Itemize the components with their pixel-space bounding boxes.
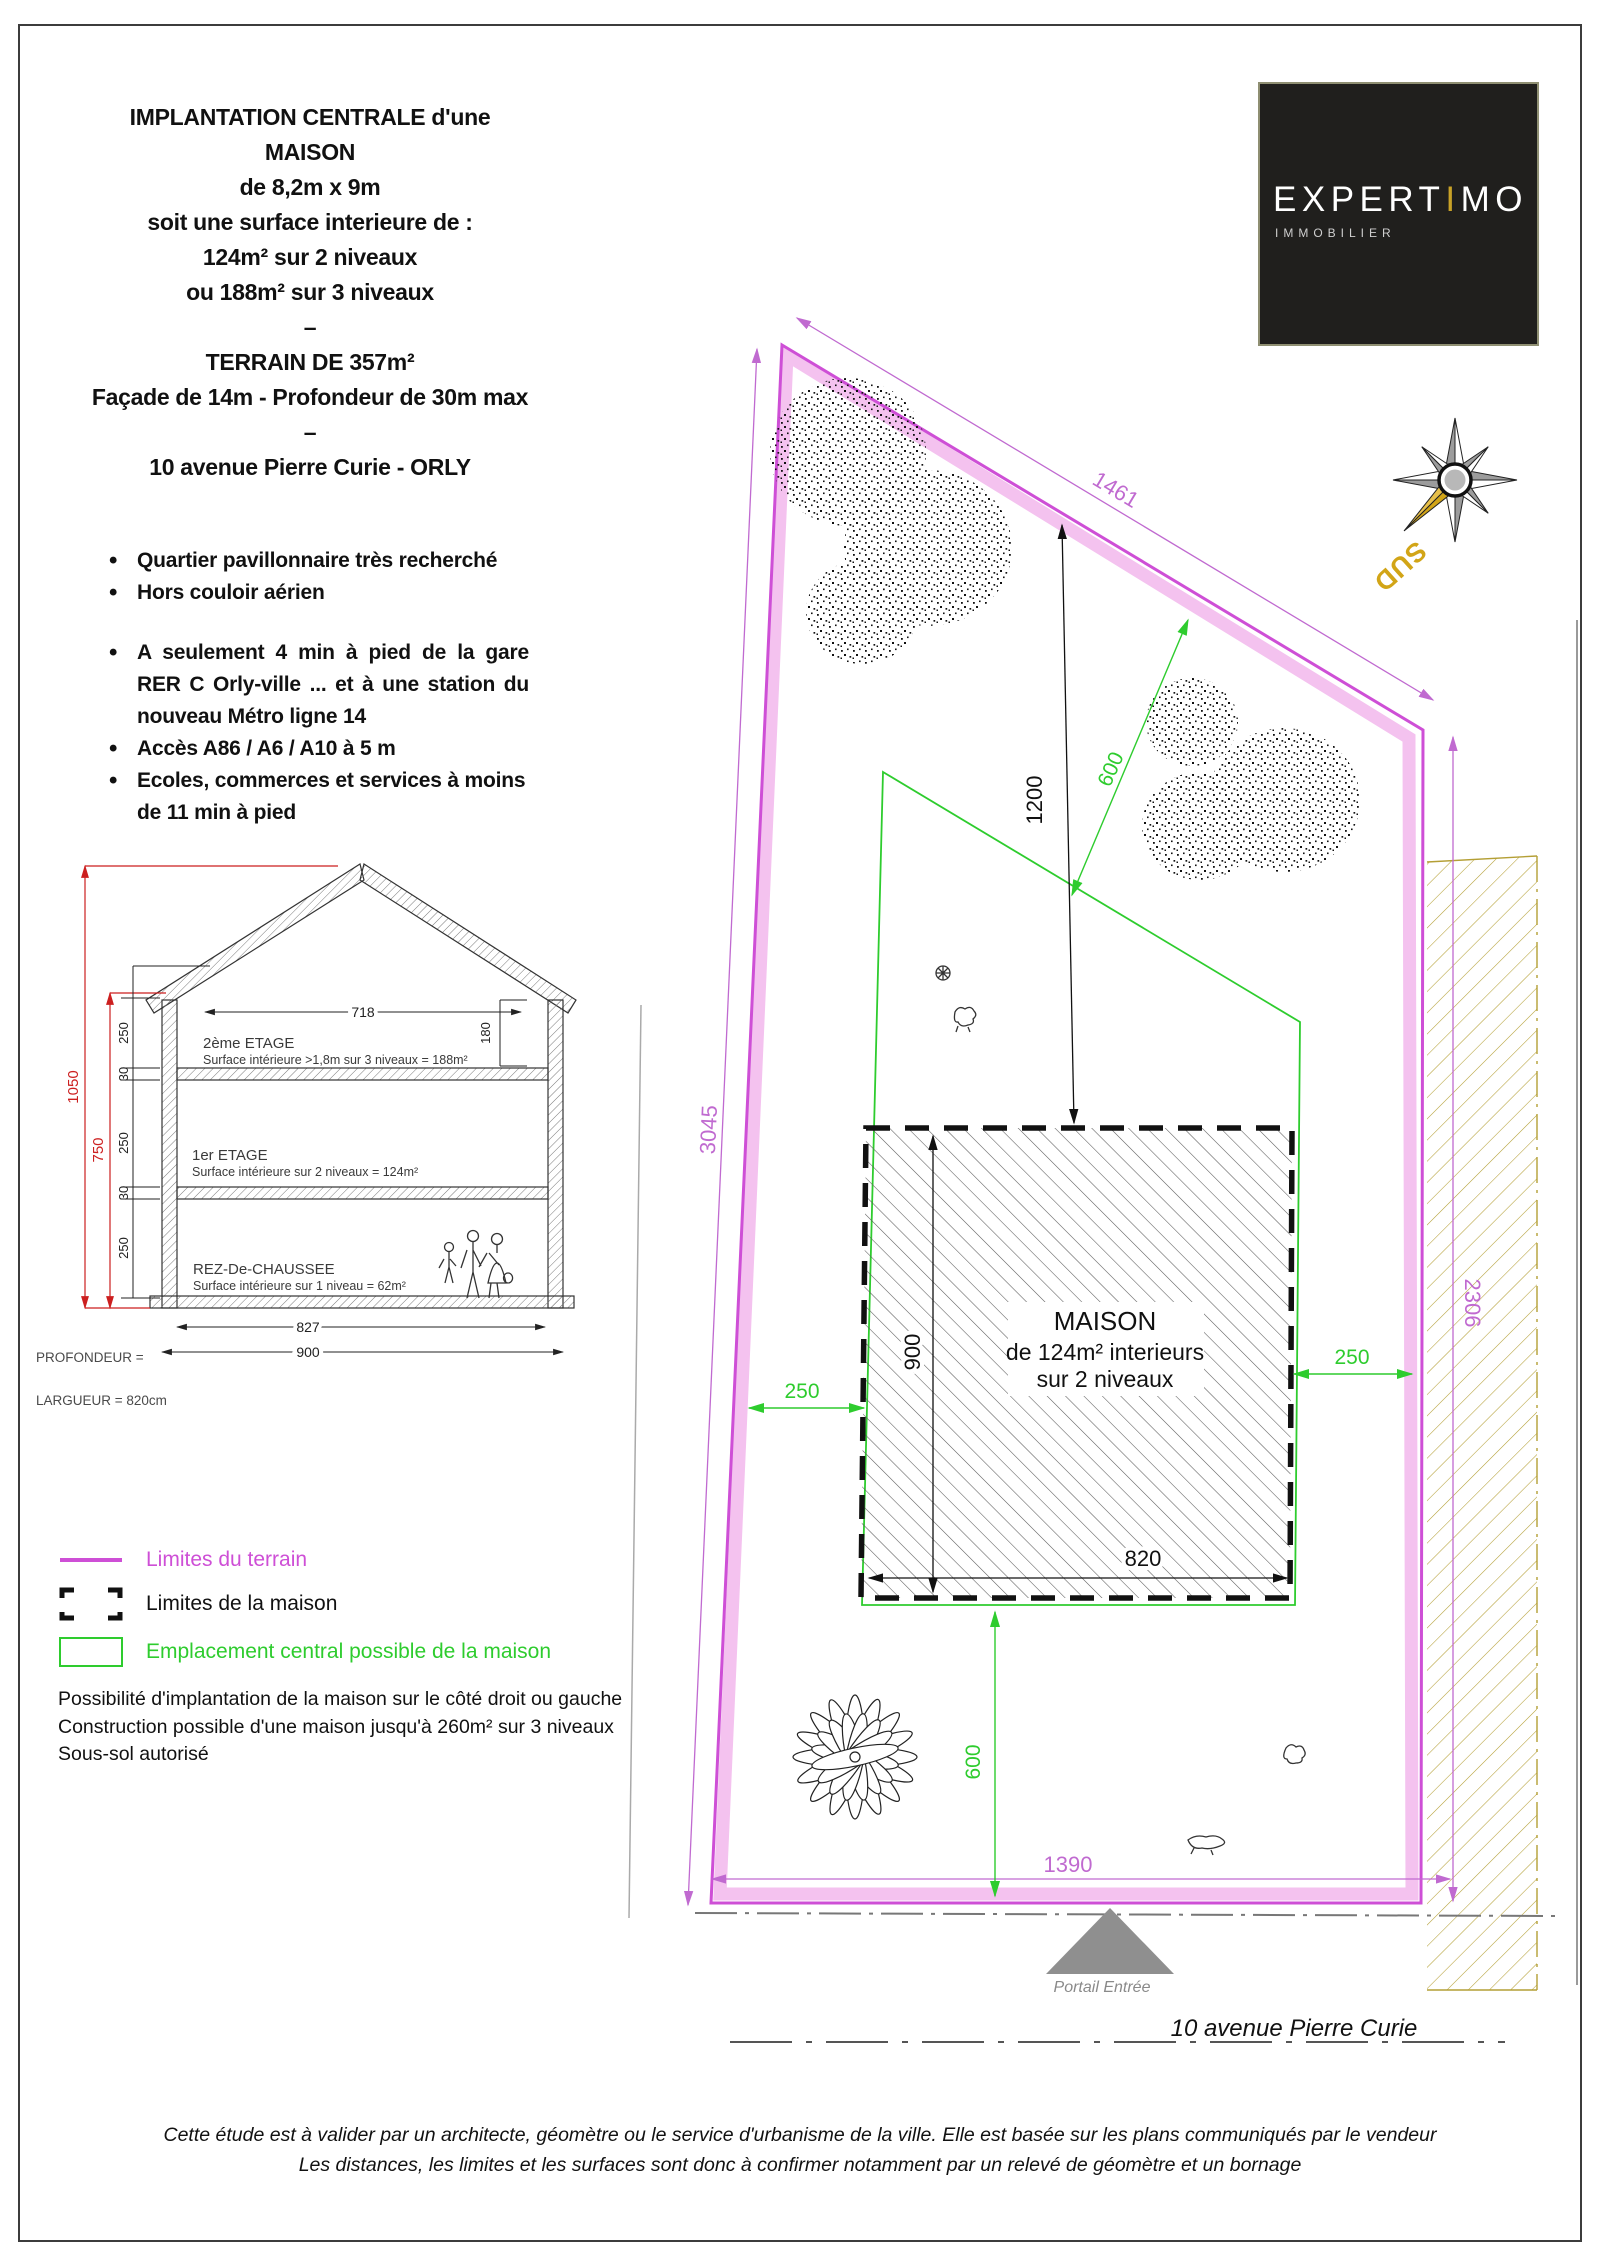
site-plan: [600, 200, 1600, 2100]
note-line: Possibilité d'implantation de la maison sur le côté droit ou gauche: [58, 1688, 623, 1710]
entrance-gate-label: Portail Entrée: [1053, 1979, 1151, 1996]
dim-label-total-height: 1050: [65, 1070, 82, 1104]
dim-label-house-width: 820: [1124, 1546, 1162, 1571]
largueur-label: LARGUEUR = 820cm: [36, 1393, 167, 1408]
floor-desc: Surface intérieure sur 1 niveau = 62m²: [193, 1279, 406, 1293]
legend-item-terrain: [58, 1548, 678, 1572]
floor-name: 2ème ETAGE: [203, 1035, 295, 1052]
fence-line-left: [629, 1005, 641, 1918]
dim-label-front: 1461: [1088, 466, 1144, 513]
dim-label-right-side: 2306: [1460, 1278, 1485, 1328]
legend-label: Limites de la maison: [146, 1592, 338, 1615]
title-block: [85, 100, 535, 485]
legend-label: Emplacement central possible de la maison: [146, 1640, 552, 1663]
dim-label-left-side: 3045: [694, 1104, 723, 1155]
list-item: • Ecoles, commerces et services à moins de 11 min à pied: [95, 765, 537, 829]
legend-label: Limites du terrain: [146, 1548, 308, 1571]
plant-icon: [793, 1695, 917, 1819]
entrance-gate-marker: [1046, 1908, 1174, 1974]
floor-name: 1er ETAGE: [192, 1147, 268, 1164]
title-line: ou 188m² sur 3 niveaux: [186, 279, 434, 305]
title-line: TERRAIN DE 357m²: [205, 349, 415, 375]
dim-label-attic-width: 718: [351, 1004, 375, 1020]
dim-label-attic-height: 180: [478, 1022, 493, 1044]
list-item: • A seulement 4 min à pied de la gare RER C Orly-ville ... et à une station du nouveau Métro ligne 14: [95, 637, 529, 733]
tree-cluster-icon: [770, 378, 1012, 664]
title-line: 124m² sur 2 niveaux: [202, 244, 418, 270]
disclaimer-line: Les distances, les limites et les surfaces sont donc à confirmer notamment par un relevé de géomètre et un bornage: [298, 2154, 1302, 2176]
floor-desc: Surface intérieure sur 2 niveaux = 124m²: [192, 1165, 419, 1179]
roof: [146, 864, 576, 1013]
maison-footprint: [861, 1128, 1292, 1598]
dim-label-setback-front: 600: [1093, 748, 1129, 791]
list-item: • Hors couloir aérien: [95, 577, 515, 609]
dim-label: 250: [116, 1237, 131, 1259]
feature-list: [95, 545, 529, 829]
maison-label: sur 2 niveaux: [1036, 1366, 1174, 1392]
title-line: Façade de 14m - Profondeur de 30m max: [91, 384, 529, 410]
disclaimer-line: Cette étude est à valider par un architecte, géomètre ou le service d'urbanisme de la ville. Elle est basée sur les plans communiqués par le vendeur: [163, 2124, 1437, 2146]
dim-label-upper-height: 750: [90, 1137, 107, 1163]
tree-cluster-icon: [1142, 678, 1360, 880]
legend: [58, 1548, 678, 1682]
profondeur-label: PROFONDEUR =: [36, 1350, 144, 1365]
house-cross-section: [30, 840, 680, 1500]
dim-label-margin-right: 250: [1334, 1346, 1370, 1369]
dim-label: 250: [116, 1022, 131, 1044]
emplacement-rect-swatch: [58, 1636, 124, 1668]
family-figures-icon: [439, 1231, 513, 1299]
title-line: soit une surface interieure de :: [147, 209, 473, 235]
disclaimer: [60, 2120, 1540, 2180]
list-item: • Accès A86 / A6 / A10 à 5 m: [95, 733, 515, 765]
title-line: de 8,2m x 9m: [239, 174, 381, 200]
dim-label: 30: [116, 1066, 131, 1082]
compass-south-label: SUD: [1367, 535, 1433, 598]
note-line: Sous-sol autorisé: [58, 1743, 209, 1765]
title-line: IMPLANTATION CENTRALE d'une MAISON: [129, 104, 491, 165]
logo-subtitle: IMMOBILIER: [1275, 226, 1396, 240]
floor-name: REZ-De-CHAUSSEE: [193, 1261, 335, 1278]
dim-label-margin-left: 250: [784, 1380, 820, 1403]
title-separator: –: [303, 314, 317, 340]
floor-desc: Surface intérieure >1,8m sur 3 niveaux = 188m²: [203, 1053, 468, 1067]
maison-label: de 124m² interieurs: [1005, 1339, 1205, 1365]
dim-label: 30: [116, 1185, 131, 1201]
maison-label: MAISON: [1053, 1306, 1157, 1336]
title-line: 10 avenue Pierre Curie - ORLY: [149, 454, 471, 480]
dim-label: 250: [116, 1132, 131, 1154]
dim-label-house-to-front: 1200: [1022, 775, 1047, 825]
legend-item-emplacement: [58, 1636, 678, 1668]
list-item: • Quartier pavillonnaire très recherché: [95, 545, 515, 577]
logo-accent-letter: I: [1445, 180, 1461, 219]
legend-item-maison: [58, 1586, 678, 1622]
neighbour-strip: [1427, 856, 1537, 1990]
dim-label-rear: 1390: [1043, 1852, 1093, 1877]
compass-rose-icon: [1393, 418, 1517, 542]
planning-notes: [58, 1686, 658, 1769]
dim-label-outer-width: 900: [296, 1344, 320, 1360]
dim-label-setback-rear: 600: [962, 1744, 985, 1780]
note-line: Construction possible d'une maison jusqu'à 260m² sur 3 niveaux: [58, 1715, 614, 1738]
title-separator: –: [303, 419, 317, 445]
dim-label-inner-width: 827: [296, 1319, 320, 1335]
logo-wordmark: EXPERTIMO: [1273, 180, 1529, 219]
terrain-line-swatch: [58, 1556, 124, 1564]
maison-bracket-swatch: [58, 1586, 124, 1622]
street-name-label: 10 avenue Pierre Curie: [1170, 2015, 1418, 2042]
dim-label-house-depth: 900: [900, 1333, 925, 1371]
terrain-boundary: [711, 345, 1423, 1903]
